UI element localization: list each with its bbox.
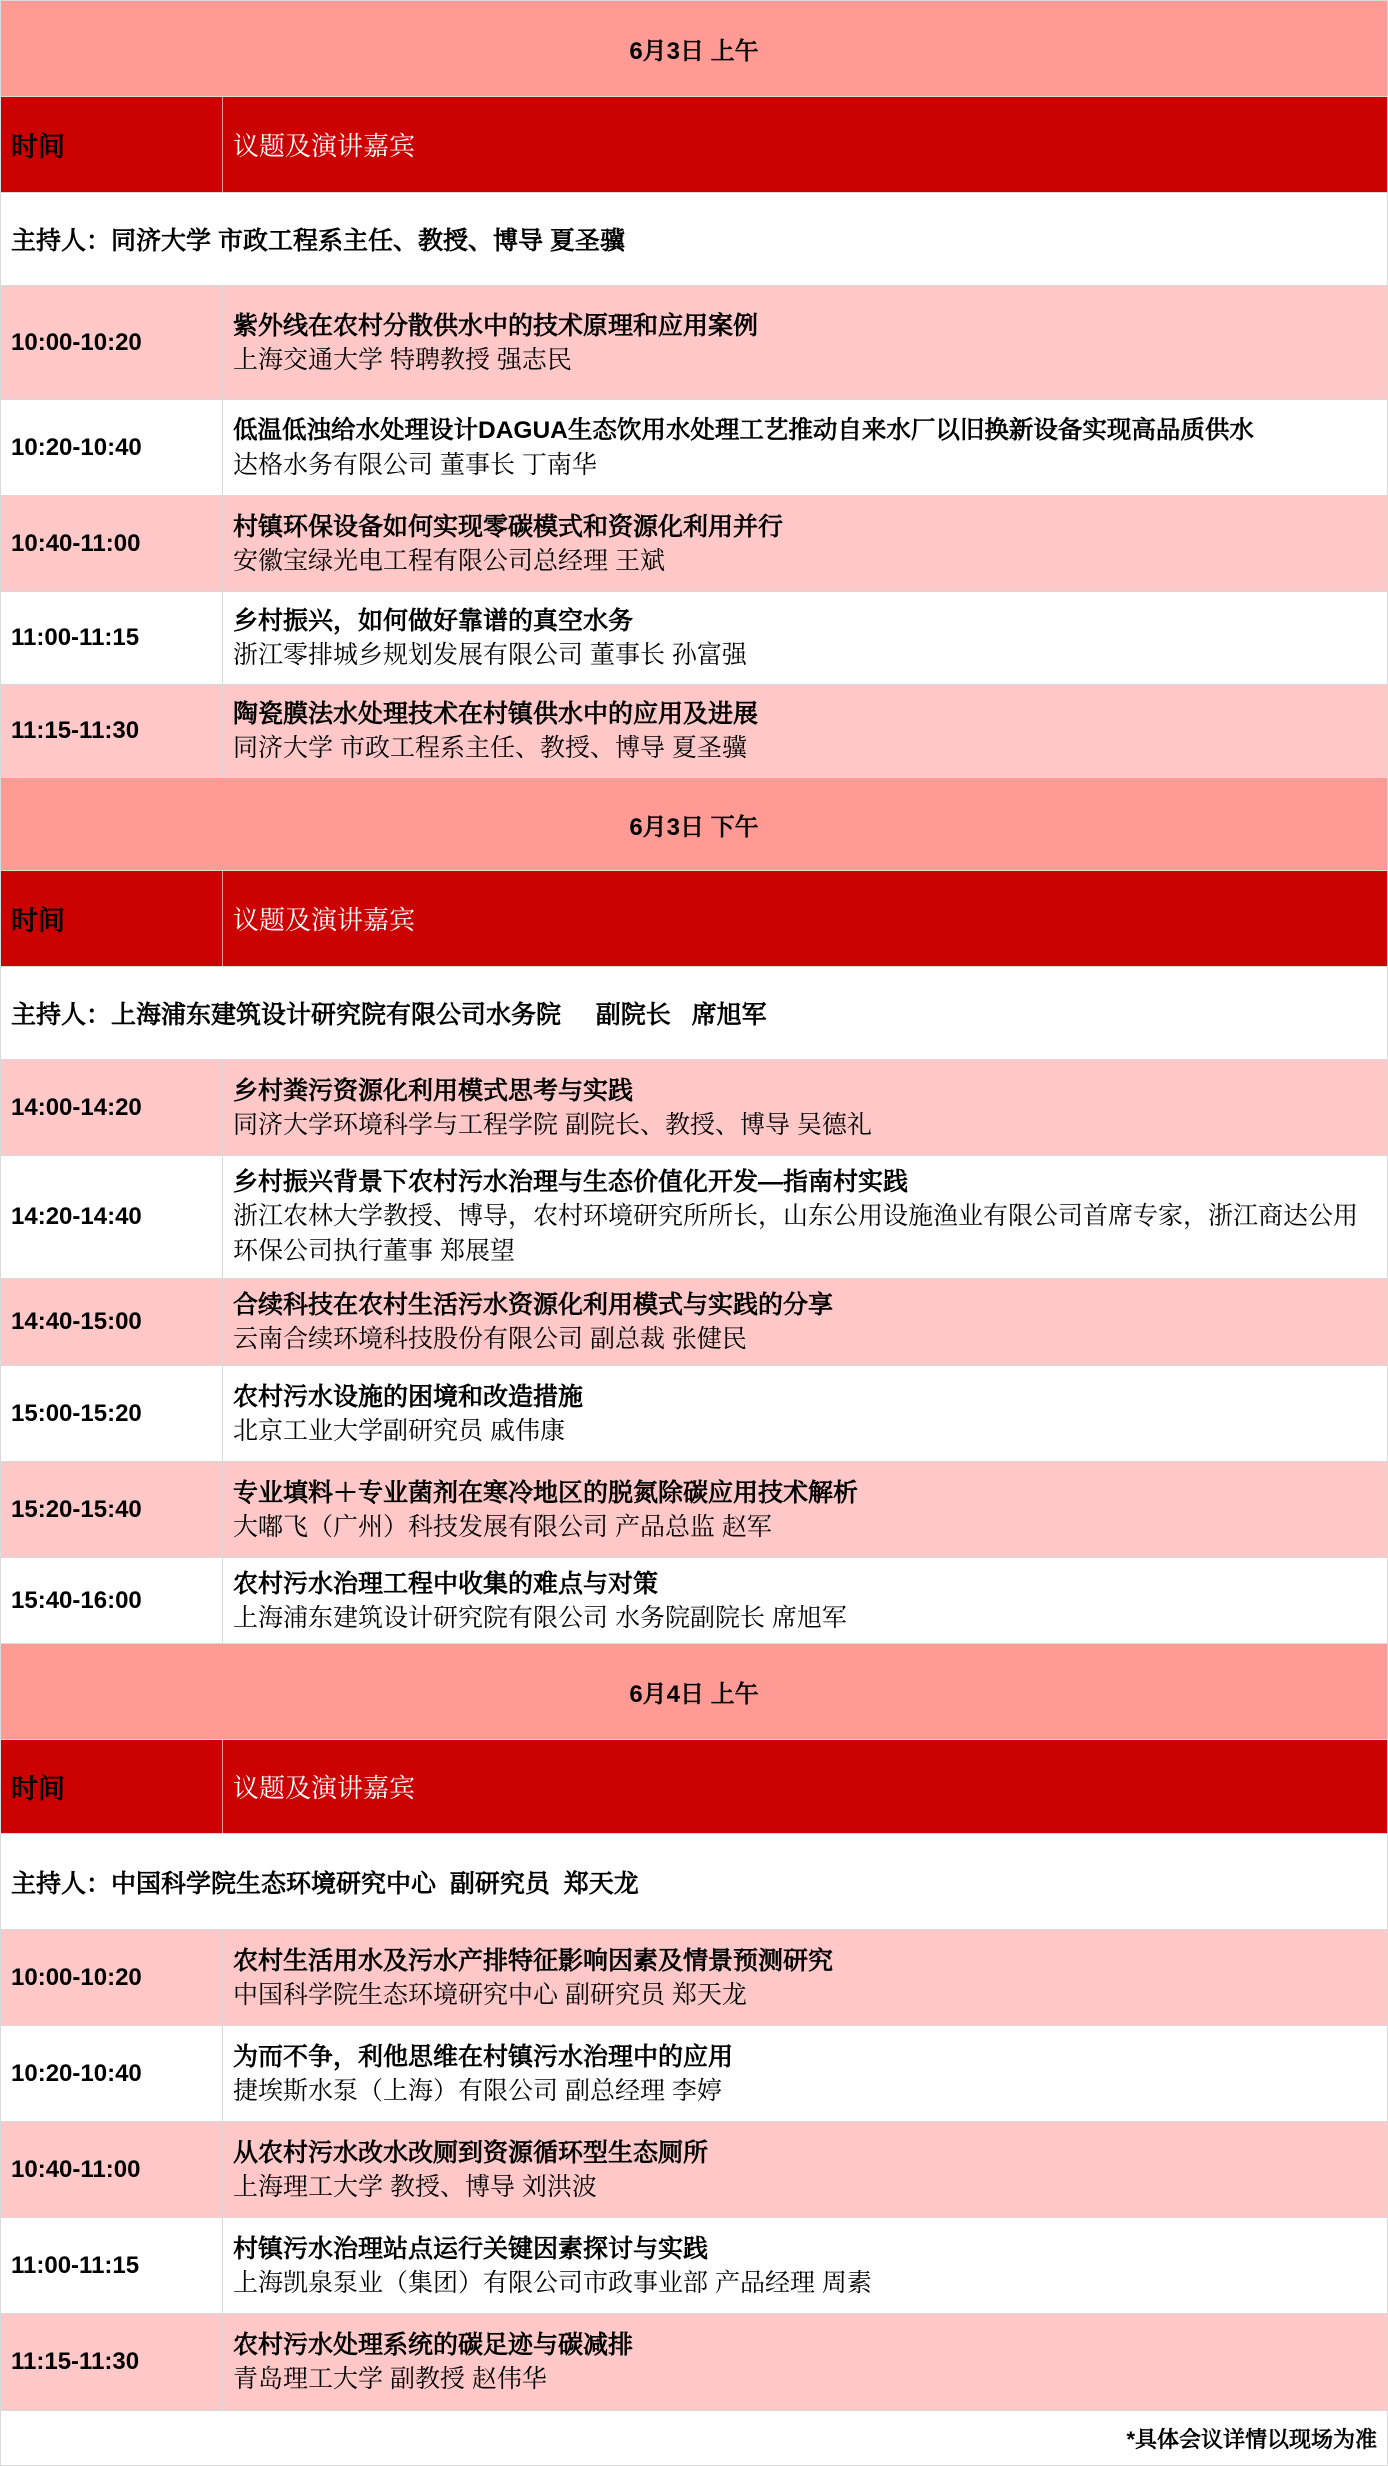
session-title: 为而不争，利他思维在村镇污水治理中的应用: [233, 2042, 734, 2071]
session-content: [223, 1060, 1387, 1155]
session-content: [223, 1462, 1387, 1557]
session-time: 10:20-10:40: [1, 2026, 223, 2121]
session-content: [223, 1279, 1387, 1365]
session-time: 10:00-10:20: [1, 1930, 223, 2025]
session-content: [223, 400, 1387, 495]
session-title: 专业填料＋专业菌剂在寒冷地区的脱氮除碳应用技术解析: [233, 1478, 859, 1507]
session-row: [1, 1930, 1387, 2026]
host-text: 主持人：同济大学 市政工程系主任、教授、博导 夏圣骥: [11, 227, 625, 255]
header-topic: [223, 97, 1387, 192]
session-row: [1, 496, 1387, 592]
session-speaker: 中国科学院生态环境研究中心 副研究员 郑天龙: [233, 1980, 747, 2009]
session-time: 14:40-15:00: [1, 1279, 223, 1365]
session-speaker: 安徽宝绿光电工程有限公司总经理 王斌: [233, 546, 665, 575]
session-row: [1, 2026, 1387, 2122]
host-text: 主持人：中国科学院生态环境研究中心 副研究员 郑天龙: [11, 1869, 639, 1898]
session-speaker: 浙江零排城乡规划发展有限公司 董事长 孙富强: [233, 641, 747, 669]
session-row: [1, 1060, 1387, 1156]
session-row: [1, 592, 1387, 685]
session-speaker: 青岛理工大学 副教授 赵伟华: [233, 2365, 547, 2393]
session-speaker: 上海理工大学 教授、博导 刘洪波: [233, 2172, 597, 2201]
session-title: 村镇环保设备如何实现零碳模式和资源化利用并行: [233, 512, 784, 541]
header-topic-text: 议题及演讲嘉宾: [233, 1773, 416, 1803]
session-time: 11:15-11:30: [1, 2314, 223, 2410]
day-title: [1, 778, 1387, 871]
session-speaker: 达格水务有限公司 董事长 丁南华: [233, 450, 597, 479]
header-time: 时间: [1, 1740, 223, 1833]
session-row: [1, 1558, 1387, 1644]
session-time: 10:40-11:00: [1, 496, 223, 591]
session-speaker: 大嘟飞（广州）科技发展有限公司 产品总监 赵军: [233, 1512, 772, 1541]
session-title: 合续科技在农村生活污水资源化利用模式与实践的分享: [233, 1291, 834, 1319]
session-title: 乡村振兴，如何做好靠谱的真空水务: [233, 607, 634, 635]
session-title: 低温低浊给水处理设计DAGUA生态饮用水处理工艺推动自来水厂以旧换新设备实现高品质供水: [233, 416, 1254, 444]
session-row: [1, 685, 1387, 778]
footnote: *具体会议详情以现场为准: [1, 2411, 1387, 2465]
session-speaker: 上海凯泉泵业（集团）有限公司市政事业部 产品经理 周素: [233, 2268, 872, 2297]
host-text: 主持人：上海浦东建筑设计研究院有限公司水务院 副院长 席旭军: [11, 1001, 767, 1029]
session-row: [1, 400, 1387, 496]
host-row: [1, 193, 1387, 286]
session-content: [223, 2218, 1387, 2313]
session-speaker: 同济大学 市政工程系主任、教授、博导 夏圣骥: [233, 734, 747, 762]
session-time: 10:00-10:20: [1, 286, 223, 399]
day-title-text: 6月4日 上午: [629, 1681, 759, 1708]
header-time: 时间: [1, 97, 223, 192]
day-title-text: 6月3日 上午: [629, 38, 759, 65]
session-time: 14:00-14:20: [1, 1060, 223, 1155]
session-time: 11:00-11:15: [1, 2218, 223, 2313]
session-time: 11:00-11:15: [1, 592, 223, 684]
session-speaker: 云南合续环境科技股份有限公司 副总裁 张健民: [233, 1325, 747, 1353]
session-title: 农村生活用水及污水产排特征影响因素及情景预测研究: [233, 1946, 834, 1975]
session-content: [223, 2122, 1387, 2217]
session-time: 15:00-15:20: [1, 1366, 223, 1461]
session-content: [223, 286, 1387, 399]
session-title: 农村污水设施的困境和改造措施: [233, 1382, 584, 1411]
table-header: [1, 871, 1387, 967]
session-row: [1, 2314, 1387, 2411]
host-row: [1, 1834, 1387, 1930]
session-row: [1, 1156, 1387, 1279]
session-content: [223, 496, 1387, 591]
session-speaker: 上海浦东建筑设计研究院有限公司 水务院副院长 席旭军: [233, 1603, 847, 1632]
session-title: 从农村污水改水改厕到资源循环型生态厕所: [233, 2138, 709, 2167]
header-topic: [223, 871, 1387, 966]
session-content: [223, 592, 1387, 684]
session-title: 农村污水处理系统的碳足迹与碳减排: [233, 2331, 634, 2359]
session-content: [223, 2026, 1387, 2121]
session-row: [1, 2218, 1387, 2314]
header-topic-text: 议题及演讲嘉宾: [233, 905, 416, 935]
session-row: [1, 1279, 1387, 1366]
table-header: [1, 97, 1387, 193]
session-content: [223, 1366, 1387, 1461]
session-title: 乡村振兴背景下农村污水治理与生态价值化开发—指南村实践: [233, 1168, 909, 1196]
session-speaker: 同济大学环境科学与工程学院 副院长、教授、博导 吴德礼: [233, 1110, 872, 1139]
session-title: 农村污水治理工程中收集的难点与对策: [233, 1569, 659, 1598]
day-title-text: 6月3日 下午: [629, 813, 759, 841]
session-title: 村镇污水治理站点运行关键因素探讨与实践: [233, 2234, 709, 2263]
session-speaker: 北京工业大学副研究员 戚伟康: [233, 1416, 565, 1445]
session-speaker: 浙江农林大学教授、博导，农村环境研究所所长，山东公用设施渔业有限公司首席专家，浙江商达公用环保公司执行董事 郑展望: [233, 1202, 1359, 1265]
session-title: 乡村粪污资源化利用模式思考与实践: [233, 1076, 634, 1105]
session-content: [223, 1930, 1387, 2025]
header-topic: [223, 1740, 1387, 1833]
session-content: [223, 685, 1387, 777]
session-row: [1, 1366, 1387, 1462]
session-speaker: 捷埃斯水泵（上海）有限公司 副总经理 李婷: [233, 2076, 722, 2105]
session-row: [1, 1462, 1387, 1558]
session-time: 10:40-11:00: [1, 2122, 223, 2217]
session-title: 陶瓷膜法水处理技术在村镇供水中的应用及进展: [233, 700, 759, 728]
session-speaker: 上海交通大学 特聘教授 强志民: [233, 345, 572, 374]
session-time: 15:40-16:00: [1, 1558, 223, 1643]
session-time: 11:15-11:30: [1, 685, 223, 777]
day-title: [1, 1, 1387, 97]
session-row: [1, 2122, 1387, 2218]
session-time: 10:20-10:40: [1, 400, 223, 495]
session-time: 15:20-15:40: [1, 1462, 223, 1557]
session-time: 14:20-14:40: [1, 1156, 223, 1278]
session-row: [1, 286, 1387, 400]
session-title: 紫外线在农村分散供水中的技术原理和应用案例: [233, 311, 759, 340]
host-row: [1, 967, 1387, 1060]
table-header: [1, 1740, 1387, 1834]
day-title: [1, 1644, 1387, 1740]
session-content: [223, 2314, 1387, 2410]
session-content: [223, 1558, 1387, 1643]
header-time: 时间: [1, 871, 223, 966]
session-content: [223, 1156, 1387, 1278]
header-topic-text: 议题及演讲嘉宾: [233, 131, 416, 161]
